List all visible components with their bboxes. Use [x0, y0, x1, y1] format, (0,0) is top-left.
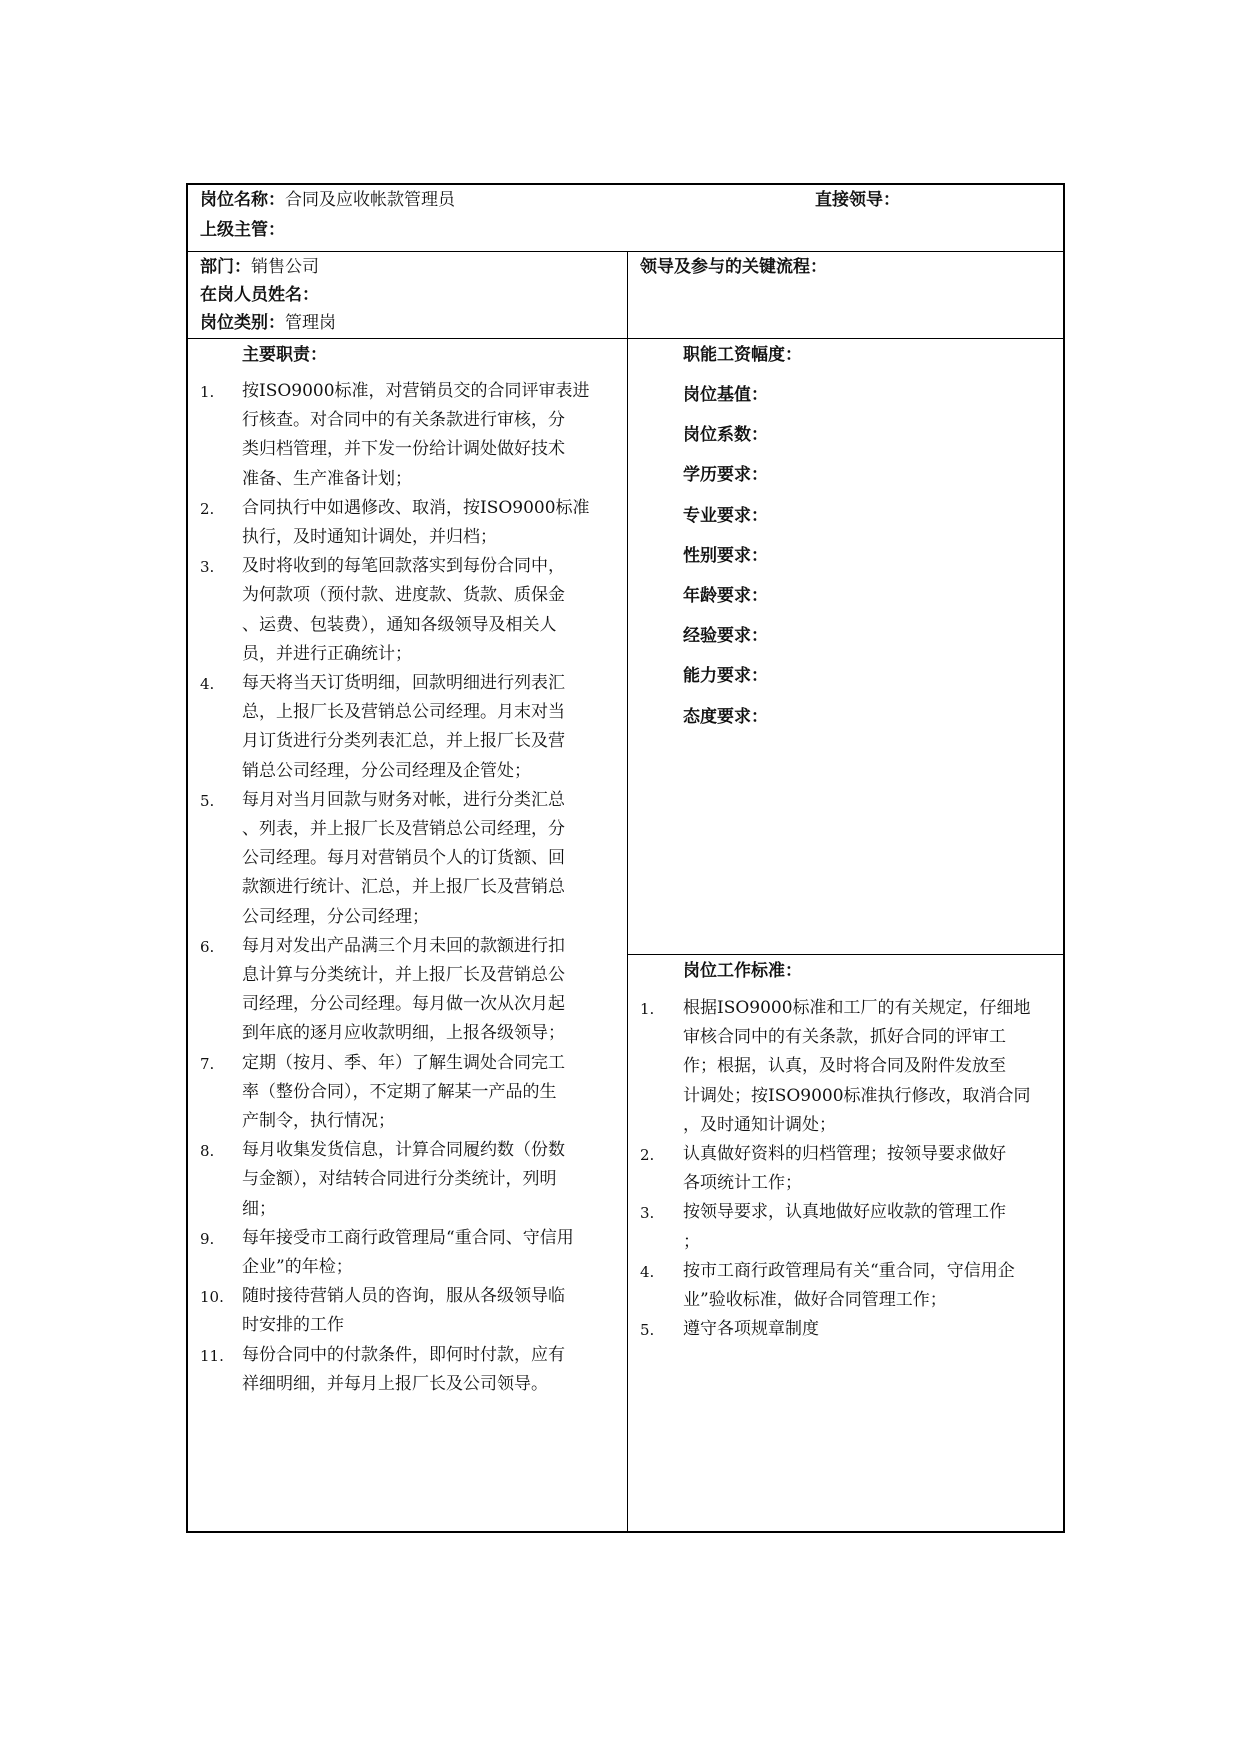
superior-label: 上级主管：: [200, 220, 285, 240]
requirement-label: 能力要求：: [683, 666, 768, 687]
standard-text-line: ；: [683, 1231, 700, 1252]
duty-text-line: 总，上报厂长及营销总公司经理。月末对当: [242, 702, 565, 723]
duty-number: 3.: [200, 558, 215, 577]
duty-text-line: 到年底的逐月应收款明细，上报各级领导；: [242, 1023, 565, 1044]
standard-text-line: 业”验收标准，做好合同管理工作；: [683, 1290, 947, 1310]
requirement-label: 岗位系数：: [683, 425, 768, 446]
duty-text-line: 每天将当天订货明细，回款明细进行列表汇: [242, 673, 565, 693]
duty-text-line: 每月对发出产品满三个月未回的款额进行扣: [242, 935, 565, 956]
position-name: [200, 190, 455, 211]
duty-text-line: 、列表，并上报厂长及营销总公司经理，分: [242, 819, 565, 839]
duty-text-line: 息计算与分类统计，并上报厂长及营销总公: [242, 965, 565, 985]
standard-text-line: 按市工商行政管理局有关“重合同，守信用企: [683, 1260, 1015, 1281]
duty-text-line: 、运费、包装费），通知各级领导及相关人: [242, 614, 557, 635]
standard-text-line: 认真做好资料的归档管理；按领导要求做好: [683, 1144, 1006, 1164]
duty-text-line: 合同执行中如遇修改、取消，按ISO9000标准: [242, 497, 590, 518]
duty-text-line: 司经理，分公司经理。每月做一次从次月起: [242, 994, 565, 1015]
duty-text-line: 准备、生产准备计划；: [242, 468, 412, 489]
duty-text-line: 祥细明细，并每月上报厂长及公司领导。: [242, 1373, 548, 1394]
direct-leader-label: 直接领导：: [815, 190, 900, 210]
column-divider: [627, 252, 628, 339]
category-value: 管理岗: [285, 313, 336, 333]
work-standards-title: 岗位工作标准：: [683, 961, 802, 981]
requirement-label: 性别要求：: [683, 545, 768, 566]
requirement-label: 年龄要求：: [683, 586, 768, 606]
requirement-label: 岗位基值：: [683, 385, 768, 405]
standard-text-line: 作；根据，认真，及时将合同及附件发放至: [683, 1056, 1006, 1077]
standard-number: 3.: [640, 1204, 655, 1223]
job-description-table: [186, 183, 1065, 1533]
duty-text-line: 行核查。对合同中的有关条款进行审核，分: [242, 410, 565, 431]
duty-number: 4.: [200, 675, 215, 693]
duty-text-line: 每年接受市工商行政管理局“重合同、守信用: [242, 1227, 574, 1248]
body-row: [188, 339, 1063, 1531]
duty-number: 2.: [200, 499, 215, 518]
category-label: 岗位类别：: [200, 313, 285, 333]
standard-text-line: 计调处；按ISO9000标准执行修改，取消合同: [683, 1085, 1031, 1106]
duties-title: 主要职责：: [242, 345, 327, 365]
department-label: 部门：: [200, 257, 251, 277]
duty-text-line: 产制令，执行情况；: [242, 1111, 395, 1131]
duty-text-line: 销总公司经理，分公司经理及企管处；: [242, 760, 531, 781]
requirement-label: 学历要求：: [683, 465, 768, 486]
info-row: [188, 252, 1063, 339]
column-divider-body: [627, 339, 628, 1531]
position-name-value: 合同及应收帐款管理员: [285, 190, 455, 210]
header-row: [188, 185, 1063, 252]
duty-text-line: 执行，及时通知计调处，并归档；: [242, 527, 497, 547]
standard-text-line: 审核合同中的有关条款，抓好合同的评审工: [683, 1027, 1006, 1048]
duty-text-line: 每月收集发货信息，计算合同履约数（份数: [242, 1140, 565, 1161]
duty-text-line: 及时将收到的每笔回款落实到每份合同中，: [242, 556, 565, 577]
standard-text-line: 根据ISO9000标准和工厂的有关规定，仔细地: [683, 998, 1031, 1018]
duty-text-line: 员，并进行正确统计；: [242, 643, 412, 664]
requirement-label: 专业要求：: [683, 505, 768, 526]
duty-text-line: 按ISO9000标准，对营销员交的合同评审表进: [242, 381, 590, 401]
duty-text-line: 款额进行统计、汇总，并上报厂长及营销总: [242, 877, 565, 898]
standard-text-line: 各项统计工作；: [683, 1173, 802, 1194]
duty-text-line: 类归档管理，并下发一份给计调处做好技术: [242, 439, 565, 460]
department: [200, 257, 319, 278]
department-value: 销售公司: [251, 257, 319, 277]
duty-text-line: 企业”的年检；: [242, 1257, 353, 1277]
duty-number: 5.: [200, 791, 215, 810]
staff-name-label: 在岗人员姓名：: [200, 285, 319, 305]
duty-text-line: 细；: [242, 1198, 276, 1219]
duty-text-line: 随时接待营销人员的咨询，服从各级领导临: [242, 1286, 565, 1307]
duty-text-line: 率（整份合同），不定期了解某一产品的生: [242, 1081, 557, 1102]
standard-number: 1.: [640, 1000, 655, 1018]
salary-range-title: 职能工资幅度：: [683, 345, 802, 365]
standard-text-line: ，及时通知计调处；: [683, 1114, 836, 1135]
duty-text-line: 每份合同中的付款条件，即何时付款，应有: [242, 1344, 565, 1365]
duty-text-line: 为何款项（预付款、进度款、货款、质保金: [242, 585, 565, 606]
duty-number: 9.: [200, 1229, 215, 1248]
requirement-label: 态度要求：: [683, 706, 768, 727]
standard-number: 5.: [640, 1321, 655, 1340]
duty-number: 8.: [200, 1142, 215, 1161]
duty-text-line: 公司经理，分公司经理；: [242, 906, 429, 927]
key-process-label: 领导及参与的关键流程：: [640, 257, 827, 277]
category: [200, 313, 336, 334]
requirement-label: 经验要求：: [683, 626, 768, 647]
duty-text-line: 与金额），对结转合同进行分类统计，列明: [242, 1169, 557, 1190]
duty-text-line: 公司经理。每月对营销员个人的订货额、回: [242, 848, 565, 869]
duty-number: 11.: [200, 1346, 224, 1365]
standard-number: 4.: [640, 1262, 655, 1281]
duty-text-line: 定期（按月、季、年）了解生调处合同完工: [242, 1052, 565, 1073]
duty-text-line: 时安排的工作: [242, 1315, 344, 1336]
duty-text-line: 每月对当月回款与财务对帐，进行分类汇总: [242, 789, 565, 810]
position-name-label: 岗位名称：: [200, 190, 285, 210]
duty-text-line: 月订货进行分类列表汇总，并上报厂长及营: [242, 731, 565, 752]
standard-text-line: 遵守各项规章制度: [683, 1319, 819, 1340]
duty-number: 6.: [200, 937, 215, 956]
standard-text-line: 按领导要求，认真地做好应收款的管理工作: [683, 1202, 1006, 1223]
right-column-divider: [627, 954, 1063, 955]
standard-number: 2.: [640, 1146, 655, 1164]
duty-number: 1.: [200, 383, 215, 401]
duty-number: 7.: [200, 1054, 215, 1073]
duty-number: 10.: [200, 1288, 224, 1307]
